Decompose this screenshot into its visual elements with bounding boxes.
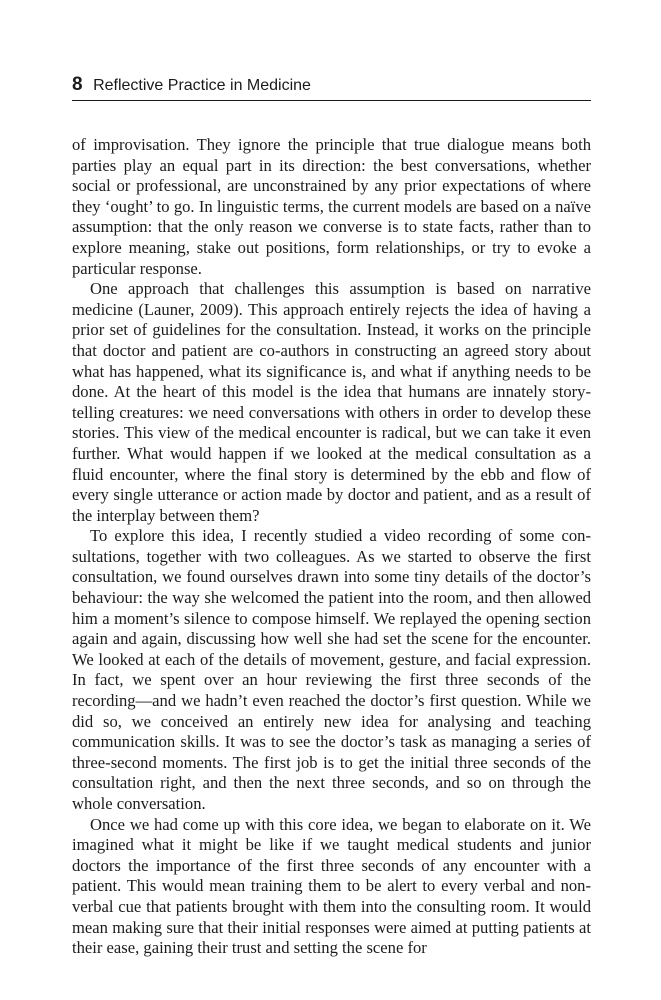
- paragraph-3: To explore this idea, I recently studied a video recording of some consultations, together with two colleagues. As we started to observe the first consultation, we found ourselves drawn into some tiny details of the doctor’s behaviour: the way she welcomed the patient into the room, and then allowed him a moment’s silence to compose himself. We replayed the opening section again and again, discussing how well she had set the scene for the encounter. We looked at each of the details of movement, gesture, and facial expression. In fact, we spent over an hour reviewing the first three seconds of the recording—and we hadn’t even reached the doctor’s first question. While we did so, we conceived an entirely new idea for analysing and teaching communication skills. It was to see the doctor’s task as managing a series of three-second moments. The first job is to get the initial three seconds of the consultation right, and then the next three seconds, and so on through the whole conversation.: [72, 526, 591, 813]
- paragraph-1: of improvisation. They ignore the principle that true dialogue means both parties play an equal part in its direction: the best conversations, whether social or professional, are unconstrained by any prior expectations of where they ‘ought’ to go. In linguistic terms, the current models are based on a naïve assumption: that the only reason we converse is to state facts, rather than to explore meaning, stake out positions, form relationships, or try to evoke a particular response.: [72, 135, 591, 278]
- running-title: Reflective Practice in Medicine: [93, 77, 311, 94]
- page-number: 8: [72, 74, 84, 95]
- paragraph-4: Once we had come up with this core idea, we began to elaborate on it. We imagined what it might be like if we taught medical students and junior doctors the importance of the first three seconds of any encounter with a patient. This would mean training them to be alert to every verbal and non-verbal cue that patients brought with them into the consulting room. It would mean making sure that their initial responses were aimed at putting patients at their ease, gaining their trust and setting the scene for: [72, 814, 591, 958]
- header-rule: [72, 100, 591, 101]
- paragraph-2: One approach that challenges this assumption is based on narrative medicine (Launer, 2009). This approach entirely rejects the idea of having a prior set of guidelines for the consultation. Instead, it works on the principle that doctor and patient are co-authors in constructing an agreed story about what has happened, what its significance is, and what if anything needs to be done. At the heart of this model is the idea that humans are innately story-telling creatures: we need conversations with others in order to develop these stories. This view of the medical encounter is radical, but we can take it even further. What would happen if we looked at the medical consultation as a fluid encounter, where the final story is determined by the ebb and flow of every single utterance or action made by doctor and patient, and as a result of the interplay between them?: [72, 279, 591, 525]
- running-head: [72, 74, 591, 98]
- body-text: [72, 135, 591, 959]
